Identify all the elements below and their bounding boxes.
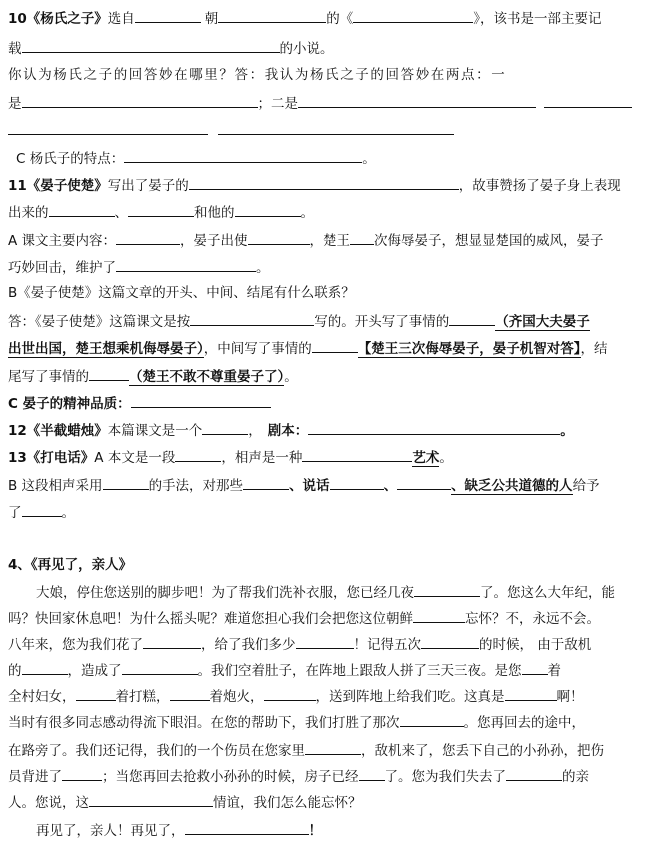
text: ，中间写了事情的 (203, 341, 312, 357)
s4-line-10 (36, 820, 322, 840)
text: 大娘，停住您送别的脚步吧！为了帮我们洗补衣服，您已经几夜 (36, 585, 414, 601)
blank[interactable] (128, 202, 194, 217)
blank[interactable] (302, 447, 412, 462)
s13-line-1 (8, 447, 453, 467)
text: 。 (284, 369, 298, 385)
blank[interactable] (330, 475, 384, 490)
text: ，故事赞扬了晏子身上表现 (458, 178, 621, 194)
lesson-10-title: 10《杨氏之子》 (8, 11, 108, 27)
text: 忘怀？不，永远不会。 (465, 611, 600, 627)
text: C 杨氏子的特点： (16, 151, 125, 167)
lesson-13-title: 13《打电话》 (8, 450, 95, 466)
text: 。 (560, 423, 574, 439)
text: 出来的 (8, 205, 49, 221)
blank[interactable] (116, 257, 256, 272)
blank[interactable] (22, 38, 280, 53)
text: ， (248, 423, 262, 439)
text: 当时有很多同志感动得流下眼泪。在您的帮助下，我们打胜了那次 (8, 715, 400, 731)
blank[interactable] (298, 93, 536, 108)
text: 着打糕， (115, 689, 170, 705)
text: 的《 (326, 11, 354, 27)
text: ，楚王 (309, 233, 351, 249)
s11-line-8 (8, 366, 298, 386)
text: 是 (8, 96, 22, 112)
blank[interactable] (8, 120, 208, 135)
s4-line-5 (8, 686, 584, 706)
blank[interactable] (305, 740, 361, 755)
answer-text: （楚王不敢不尊重晏子了） (129, 369, 285, 385)
text: 全村妇女， (8, 689, 76, 705)
blank[interactable] (308, 420, 560, 435)
question-text: B《晏子使楚》这篇文章的开头、中间、结尾有什么联系？ (8, 285, 355, 301)
text: 八年来，您为我们花了 (8, 637, 143, 653)
text: 。 (61, 505, 75, 521)
text: A 课文主要内容： (8, 233, 117, 249)
blank[interactable] (135, 8, 201, 23)
blank[interactable] (76, 686, 116, 701)
answer-text: 、缺乏公共道德的人 (451, 478, 573, 494)
s4-line-8 (8, 766, 589, 786)
text: 啊！ (556, 689, 584, 705)
s4-line-4 (8, 660, 561, 680)
text: 。 (256, 260, 270, 276)
blank[interactable] (103, 475, 149, 490)
s11-line-2 (8, 202, 314, 222)
blank[interactable] (400, 712, 464, 727)
blank[interactable] (170, 686, 210, 701)
blank[interactable] (131, 393, 271, 408)
text: ！ (308, 823, 322, 839)
text: 吗？快回家休息吧！为什么摇头呢？难道您担心我们会把您这位朝鲜 (8, 611, 413, 627)
text: ，结 (580, 341, 608, 357)
answer-text: 出世出国，楚王想乘机侮辱晏子） (8, 341, 204, 357)
text: 次侮辱晏子，想显显楚国的威风，晏子 (374, 233, 604, 249)
blank[interactable] (189, 175, 459, 190)
text: 写的。开头写了事情的 (314, 314, 450, 330)
blank[interactable] (312, 338, 358, 353)
text: 载 (8, 41, 22, 57)
blank[interactable] (218, 8, 326, 23)
s11-line-1 (8, 175, 621, 195)
blank[interactable] (89, 366, 129, 381)
blank[interactable] (505, 686, 557, 701)
blank[interactable] (243, 475, 289, 490)
text: 。您再回去的途中， (463, 715, 585, 731)
s10-line-3 (8, 66, 506, 84)
s4-line-2 (8, 608, 600, 628)
text: 再见了，亲人！再见了， (36, 823, 185, 839)
blank[interactable] (202, 420, 248, 435)
s13-line-2 (8, 475, 600, 495)
answer-text: 艺术 (412, 450, 440, 466)
text: ！记得五次 (353, 637, 421, 653)
blank[interactable] (235, 202, 301, 217)
text: 人。您说，这 (8, 795, 89, 811)
s11-line-4 (8, 257, 270, 277)
text: 员背进了 (8, 769, 62, 785)
blank[interactable] (506, 766, 562, 781)
question-text: 你认为杨氏之子的回答妙在哪里？答：我认为杨氏之子的回答妙在两点：一 (8, 67, 507, 83)
blank[interactable] (359, 766, 385, 781)
blank[interactable] (143, 634, 201, 649)
blank[interactable] (350, 230, 374, 245)
text: 、 (114, 205, 128, 221)
blank[interactable] (185, 820, 309, 835)
text: 在路旁了。我们还记得，我们的一个伤员在您家里 (8, 743, 305, 759)
blank[interactable] (248, 230, 310, 245)
s4-line-9 (8, 792, 362, 812)
text: 剧本： (267, 423, 309, 439)
s4-line-7 (8, 740, 604, 760)
s10-line-4 (8, 93, 632, 113)
s11-line-6 (8, 311, 590, 331)
text: A 本文是一段 (94, 450, 176, 466)
text: 。 (439, 450, 453, 466)
blank[interactable] (89, 792, 213, 807)
blank[interactable] (22, 660, 68, 675)
text: 。 (300, 205, 314, 221)
text: 的小说。 (279, 41, 334, 57)
lesson-12-title: 12《半截蜡烛》 (8, 423, 108, 439)
blank[interactable] (449, 311, 495, 326)
s12-line (8, 420, 574, 440)
text: ，送到阵地上给我们吃。这真是 (315, 689, 505, 705)
text: 给予 (572, 478, 600, 494)
text: ，造成了 (67, 663, 122, 679)
text: ，给了我们多少 (201, 637, 296, 653)
s10-line-6 (16, 148, 376, 168)
text: 、 (383, 478, 398, 494)
text: 的时候， 由于敌机 (479, 637, 592, 653)
blank[interactable] (296, 634, 354, 649)
text: 着 (547, 663, 561, 679)
blank[interactable] (190, 311, 314, 326)
blank[interactable] (124, 148, 362, 163)
s4-line-3 (8, 634, 591, 654)
blank[interactable] (421, 634, 479, 649)
text: 巧妙回击，维护了 (8, 260, 116, 276)
text: ，晏子出使 (180, 233, 248, 249)
answer-text: （齐国大夫晏子 (495, 314, 590, 330)
blank[interactable] (264, 686, 316, 701)
text: ，相声是一种 (221, 450, 303, 466)
text: 了。您这么大年纪，能 (480, 585, 615, 601)
text: 选自 (107, 11, 135, 27)
blank[interactable] (62, 766, 102, 781)
blank[interactable] (49, 202, 115, 217)
text: 了。您为我们失去了 (384, 769, 506, 785)
blank[interactable] (413, 608, 465, 623)
text: 、说话 (289, 478, 330, 494)
s11-line-7 (8, 338, 608, 358)
s13-line-3 (8, 502, 75, 522)
text: 的手法，对那些 (148, 478, 244, 494)
s4-line-1 (36, 582, 615, 602)
s10-line-2 (8, 38, 334, 58)
s11-line-3 (8, 230, 604, 250)
text: 朝 (204, 11, 219, 27)
text: 。 (362, 151, 376, 167)
blank[interactable] (22, 502, 62, 517)
text: 的 (8, 663, 22, 679)
blank[interactable] (522, 660, 548, 675)
text: 》，该书是一部主要记 (473, 11, 602, 27)
s11-line-5 (8, 284, 355, 302)
text: 和他的 (194, 205, 235, 221)
text: ；当您再回去抢救小孙孙的时候，房子已经 (102, 769, 359, 785)
blank[interactable] (218, 120, 454, 135)
text: 的亲 (562, 769, 589, 785)
blank[interactable] (544, 93, 632, 108)
s11-line-9 (8, 393, 271, 413)
blank[interactable] (397, 475, 451, 490)
blank[interactable] (175, 447, 221, 462)
blank[interactable] (353, 8, 473, 23)
lesson-4-title: 4、《再见了，亲人》 (8, 557, 133, 573)
answer-text: 【楚王三次侮辱晏子，晏子机智对答】 (357, 341, 581, 357)
blank[interactable] (22, 93, 258, 108)
lesson-11-title: 11《晏子使楚》 (8, 178, 108, 194)
text: 尾写了事情的 (8, 369, 89, 385)
text: 着炮火， (209, 689, 264, 705)
s10-line-5 (8, 120, 454, 140)
blank[interactable] (414, 582, 480, 597)
text: 本篇课文是一个 (107, 423, 203, 439)
text: ；二是 (257, 96, 298, 112)
s10-line-1 (8, 8, 602, 28)
blank[interactable] (116, 230, 180, 245)
text: B 这段相声采用 (8, 478, 103, 494)
text: ，敌机来了，您丢下自己的小孙孙，把伤 (361, 743, 604, 759)
text: 情谊，我们怎么能忘怀？ (213, 795, 362, 811)
text: 答：《晏子使楚》这篇课文是按 (8, 314, 191, 330)
text: 了 (8, 505, 22, 521)
blank[interactable] (122, 660, 198, 675)
text: 。我们空着肚子，在阵地上跟敌人拼了三天三夜。是您 (197, 663, 522, 679)
s4-line-6 (8, 712, 585, 732)
text: 写出了晏子的 (107, 178, 189, 194)
text: C 晏子的精神品质： (8, 396, 131, 412)
